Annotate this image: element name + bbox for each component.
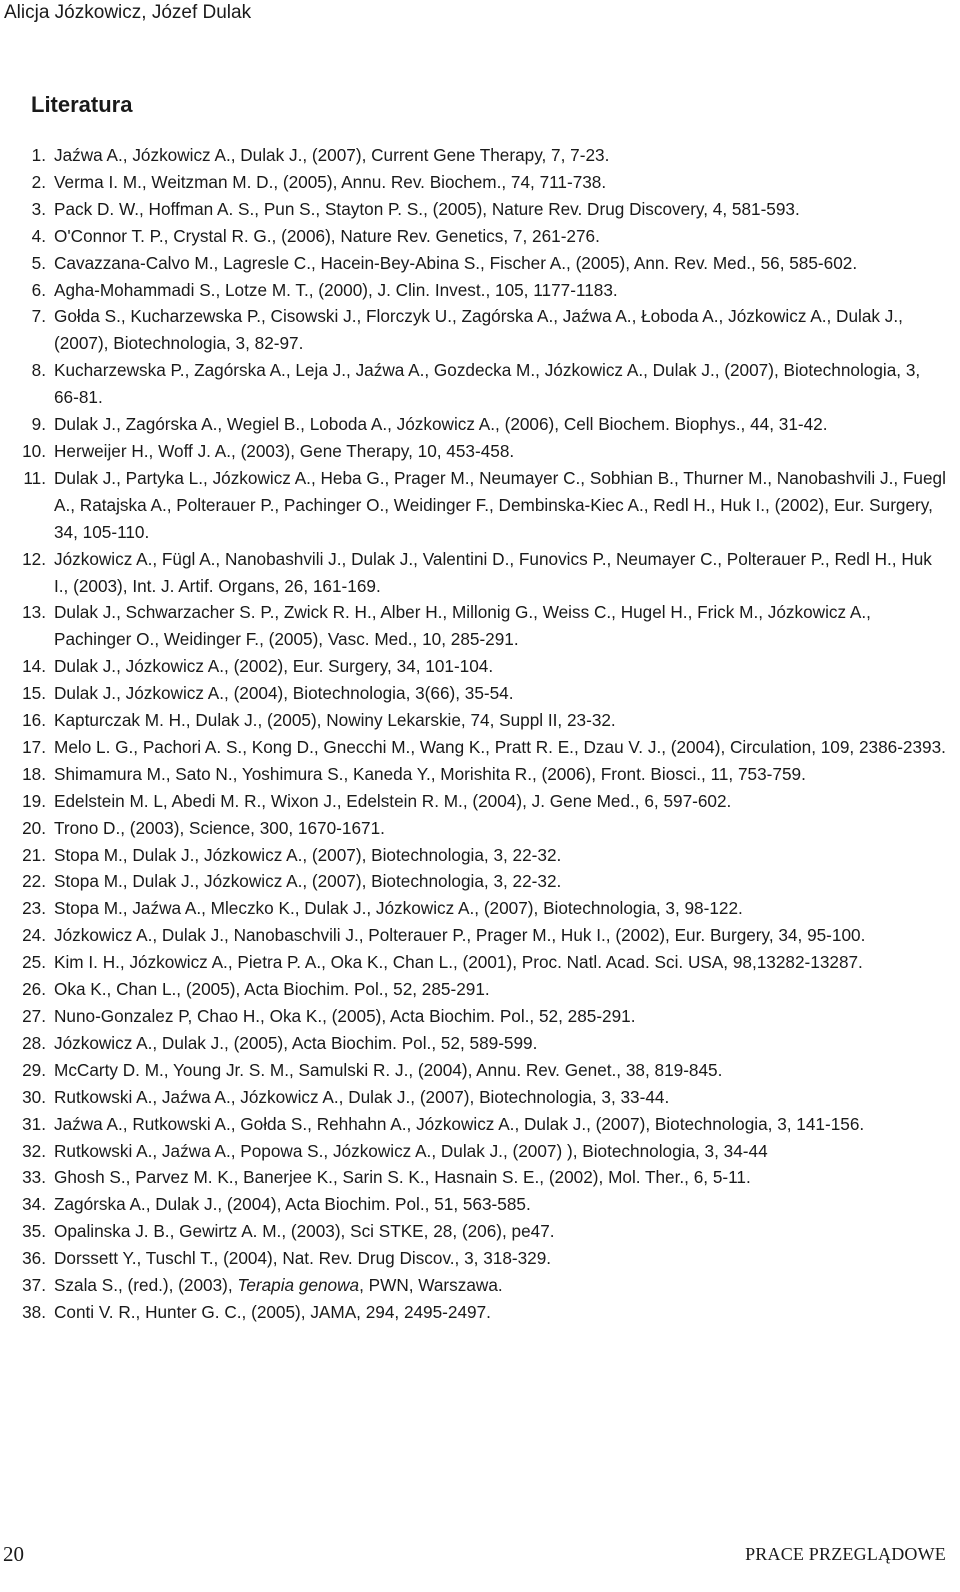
section-title: Literatura: [31, 92, 133, 117]
reference-item: [7, 1191, 947, 1218]
reference-item: [7, 680, 947, 707]
reference-text: Opalinska J. B., Gewirtz A. M., (2003), Sci STKE, 28, (206), pe47.: [54, 1221, 555, 1242]
reference-item: [7, 1299, 947, 1326]
reference-text: Melo L. G., Pachori A. S., Kong D., Gnecchi M., Wang K., Pratt R. E., Dzau V. J., (2004), Circulation, 109, 2386-2393.: [54, 736, 946, 757]
reference-list: [7, 142, 947, 1326]
reference-item: [7, 223, 947, 250]
reference-number: 9.: [31, 414, 46, 435]
reference-text: Kapturczak M. H., Dulak J., (2005), Nowiny Lekarskie, 74, Suppl II, 23-32.: [54, 710, 616, 731]
reference-text: Stopa M., Dulak J., Józkowicz A., (2007), Biotechnologia, 3, 22-32.: [54, 871, 562, 892]
reference-item: [7, 411, 947, 438]
reference-text: Edelstein M. L, Abedi M. R., Wixon J., Edelstein R. M., (2004), J. Gene Med., 6, 597-602.: [54, 790, 732, 811]
reference-number: 8.: [31, 360, 46, 381]
reference-item: [7, 1030, 947, 1057]
reference-number: 14.: [22, 656, 46, 677]
reference-text: Conti V. R., Hunter G. C., (2005), JAMA, 294, 2495-2497.: [54, 1301, 491, 1322]
reference-number: 7.: [31, 306, 46, 327]
reference-number: 2.: [31, 171, 46, 192]
reference-text-part: , PWN, Warszawa.: [359, 1275, 503, 1296]
reference-number: 28.: [22, 1032, 46, 1053]
reference-text: Trono D., (2003), Science, 300, 1670-1671.: [54, 817, 385, 838]
reference-item: [7, 868, 947, 895]
reference-text: Agha-Mohammadi S., Lotze M. T., (2000), J. Clin. Invest., 105, 1177-1183.: [54, 279, 618, 300]
reference-item: [7, 142, 947, 169]
reference-text: Rutkowski A., Jaźwa A., Józkowicz A., Dulak J., (2007), Biotechnologia, 3, 33-44.: [54, 1086, 670, 1107]
reference-text: Gołda S., Kucharzewska P., Cisowski J., Florczyk U., Zagórska A., Jaźwa A., Łoboda A., Józkowicz A., Dulak J., (2007), Biotechnologia, 3, 82-97.: [54, 306, 903, 354]
reference-item: [7, 438, 947, 465]
reference-number: 26.: [22, 979, 46, 1000]
reference-number: 34.: [22, 1194, 46, 1215]
reference-item: [7, 653, 947, 680]
reference-text: Shimamura M., Sato N., Yoshimura S., Kaneda Y., Morishita R., (2006), Front. Biosci., 11, 753-759.: [54, 763, 806, 784]
reference-number: 1.: [31, 145, 46, 165]
reference-item: [7, 303, 947, 357]
reference-text: Dulak J., Schwarzacher S. P., Zwick R. H., Alber H., Millonig G., Weiss C., Hugel H., Frick M., Józkowicz A., Pachinger O., Weidinger F., (2005), Vasc. Med., 10, 285-291.: [54, 602, 871, 650]
reference-number: 4.: [31, 225, 46, 246]
reference-text: Oka K., Chan L., (2005), Acta Biochim. Pol., 52, 285-291.: [54, 979, 490, 1000]
reference-item: [7, 250, 947, 277]
reference-text: Dulak J., Józkowicz A., (2004), Biotechnologia, 3(66), 35-54.: [54, 683, 514, 704]
reference-item: [7, 761, 947, 788]
reference-number: 37.: [22, 1275, 46, 1296]
reference-item: [7, 1111, 947, 1138]
reference-item: [7, 599, 947, 653]
reference-text: Stopa M., Dulak J., Józkowicz A., (2007), Biotechnologia, 3, 22-32.: [54, 844, 562, 865]
reference-item: [7, 546, 947, 600]
reference-number: 19.: [22, 790, 46, 811]
reference-number: 32.: [22, 1140, 46, 1161]
reference-number: 36.: [22, 1248, 46, 1269]
reference-text: Pack D. W., Hoffman A. S., Pun S., Stayton P. S., (2005), Nature Rev. Drug Discovery, 4, 581-593.: [54, 198, 800, 219]
reference-number: 6.: [31, 279, 46, 300]
reference-number: 38.: [22, 1301, 46, 1322]
reference-number: 22.: [22, 871, 46, 892]
reference-item: [7, 357, 947, 411]
reference-number: 27.: [22, 1006, 46, 1026]
reference-text: O'Connor T. P., Crystal R. G., (2006), Nature Rev. Genetics, 7, 261-276.: [54, 225, 600, 246]
reference-number: 29.: [22, 1059, 46, 1080]
reference-text: Jaźwa A., Rutkowski A., Gołda S., Rehhahn A., Józkowicz A., Dulak J., (2007), Biotechnologia, 3, 141-156.: [54, 1113, 865, 1134]
reference-number: 30.: [22, 1086, 46, 1107]
reference-text: Dorssett Y., Tuschl T., (2004), Nat. Rev. Drug Discov., 3, 318-329.: [54, 1248, 552, 1269]
reference-number: 10.: [22, 440, 46, 461]
reference-number: 35.: [22, 1221, 46, 1242]
reference-number: 23.: [22, 898, 46, 919]
reference-text: [54, 1272, 947, 1299]
reference-book-title: Terapia genowa: [237, 1275, 360, 1296]
reference-item: [7, 465, 947, 546]
reference-number: 5.: [31, 252, 46, 273]
reference-item: [7, 196, 947, 223]
reference-item: [7, 1272, 947, 1299]
reference-number: 31.: [22, 1113, 46, 1134]
reference-text: Kim I. H., Józkowicz A., Pietra P. A., Oka K., Chan L., (2001), Proc. Natl. Acad. Sci. USA, 98,13282-13287.: [54, 952, 863, 973]
reference-item: [7, 169, 947, 196]
reference-number: 13.: [22, 602, 46, 623]
reference-text: Józkowicz A., Dulak J., Nanobaschvili J., Polterauer P., Prager M., Huk I., (2002), Eur. Burgery, 34, 95-100.: [54, 925, 866, 946]
reference-text: Kucharzewska P., Zagórska A., Leja J., Jaźwa A., Gozdecka M., Józkowicz A., Dulak J., (2007), Biotechnologia, 3, 66-81.: [54, 360, 921, 408]
journal-name: PRACE PRZEGLĄDOWE: [745, 1544, 946, 1564]
reference-number: 24.: [22, 925, 46, 946]
reference-item: [7, 1245, 947, 1272]
reference-number: 12.: [22, 548, 46, 569]
reference-text-part: Szala S., (red.), (2003),: [54, 1275, 238, 1296]
running-header-authors: Alicja Józkowicz, Józef Dulak: [4, 2, 252, 23]
reference-item: [7, 976, 947, 1003]
reference-text: Dulak J., Józkowicz A., (2002), Eur. Surgery, 34, 101-104.: [54, 656, 494, 677]
reference-text: Stopa M., Jaźwa A., Mleczko K., Dulak J., Józkowicz A., (2007), Biotechnologia, 3, 98-122.: [54, 898, 743, 919]
reference-item: [7, 922, 947, 949]
reference-number: 3.: [31, 198, 46, 219]
reference-number: 15.: [22, 683, 46, 704]
reference-text: Dulak J., Partyka L., Józkowicz A., Heba G., Prager M., Neumayer C., Sobhian B., Thurner M., Nanobashvili J., Fuegl A., Ratajska A., Polterauer P., Pachinger O., Weidinger F., Dembinska-Kiec A., Redl H., Huk I., (2002), Eur. Surgery, 34, 105-110.: [54, 467, 946, 542]
reference-text: Nuno-Gonzalez P, Chao H., Oka K., (2005), Acta Biochim. Pol., 52, 285-291.: [54, 1006, 636, 1026]
reference-item: [7, 707, 947, 734]
reference-text: Józkowicz A., Fügl A., Nanobashvili J., Dulak J., Valentini D., Funovics P., Neumayer C., Polterauer P., Redl H., Huk I., (2003), Int. J. Artif. Organs, 26, 161-169.: [54, 548, 932, 596]
reference-item: [7, 895, 947, 922]
reference-text: Ghosh S., Parvez M. K., Banerjee K., Sarin S. K., Hasnain S. E., (2002), Mol. Ther., 6, 5-11.: [54, 1167, 751, 1188]
reference-text: Cavazzana-Calvo M., Lagresle C., Hacein-Bey-Abina S., Fischer A., (2005), Ann. Rev. Med., 56, 585-602.: [54, 252, 858, 273]
reference-text: Verma I. M., Weitzman M. D., (2005), Annu. Rev. Biochem., 74, 711-738.: [54, 171, 607, 192]
reference-item: [7, 1057, 947, 1084]
reference-item: [7, 1218, 947, 1245]
reference-item: [7, 1003, 947, 1030]
reference-item: [7, 815, 947, 842]
reference-number: 20.: [22, 817, 46, 838]
reference-text: Dulak J., Zagórska A., Wegiel B., Loboda A., Józkowicz A., (2006), Cell Biochem. Biophys., 44, 31-42.: [54, 414, 828, 435]
reference-item: [7, 734, 947, 761]
reference-text: Jaźwa A., Józkowicz A., Dulak J., (2007), Current Gene Therapy, 7, 7-23.: [54, 145, 610, 165]
reference-item: [7, 788, 947, 815]
reference-text: Józkowicz A., Dulak J., (2005), Acta Biochim. Pol., 52, 589-599.: [54, 1032, 538, 1053]
reference-text: Herweijer H., Woff J. A., (2003), Gene Therapy, 10, 453-458.: [54, 440, 515, 461]
reference-number: 25.: [22, 952, 46, 973]
reference-number: 33.: [22, 1167, 46, 1188]
reference-item: [7, 949, 947, 976]
reference-number: 16.: [22, 710, 46, 731]
reference-item: [7, 277, 947, 304]
reference-number: 11.: [23, 467, 46, 488]
reference-number: 21.: [22, 844, 46, 865]
reference-item: [7, 1164, 947, 1191]
reference-text: Rutkowski A., Jaźwa A., Popowa S., Józkowicz A., Dulak J., (2007) ), Biotechnologia, 3, 34-44: [54, 1140, 768, 1161]
reference-item: [7, 1084, 947, 1111]
page-number: 20: [3, 1542, 24, 1566]
reference-text: Zagórska A., Dulak J., (2004), Acta Biochim. Pol., 51, 563-585.: [54, 1194, 531, 1215]
reference-text: McCarty D. M., Young Jr. S. M., Samulski R. J., (2004), Annu. Rev. Genet., 38, 819-845.: [54, 1059, 723, 1080]
reference-number: 18.: [22, 763, 46, 784]
reference-number: 17.: [22, 736, 46, 757]
reference-item: [7, 1138, 947, 1165]
reference-item: [7, 842, 947, 869]
page-footer: [0, 1540, 960, 1570]
